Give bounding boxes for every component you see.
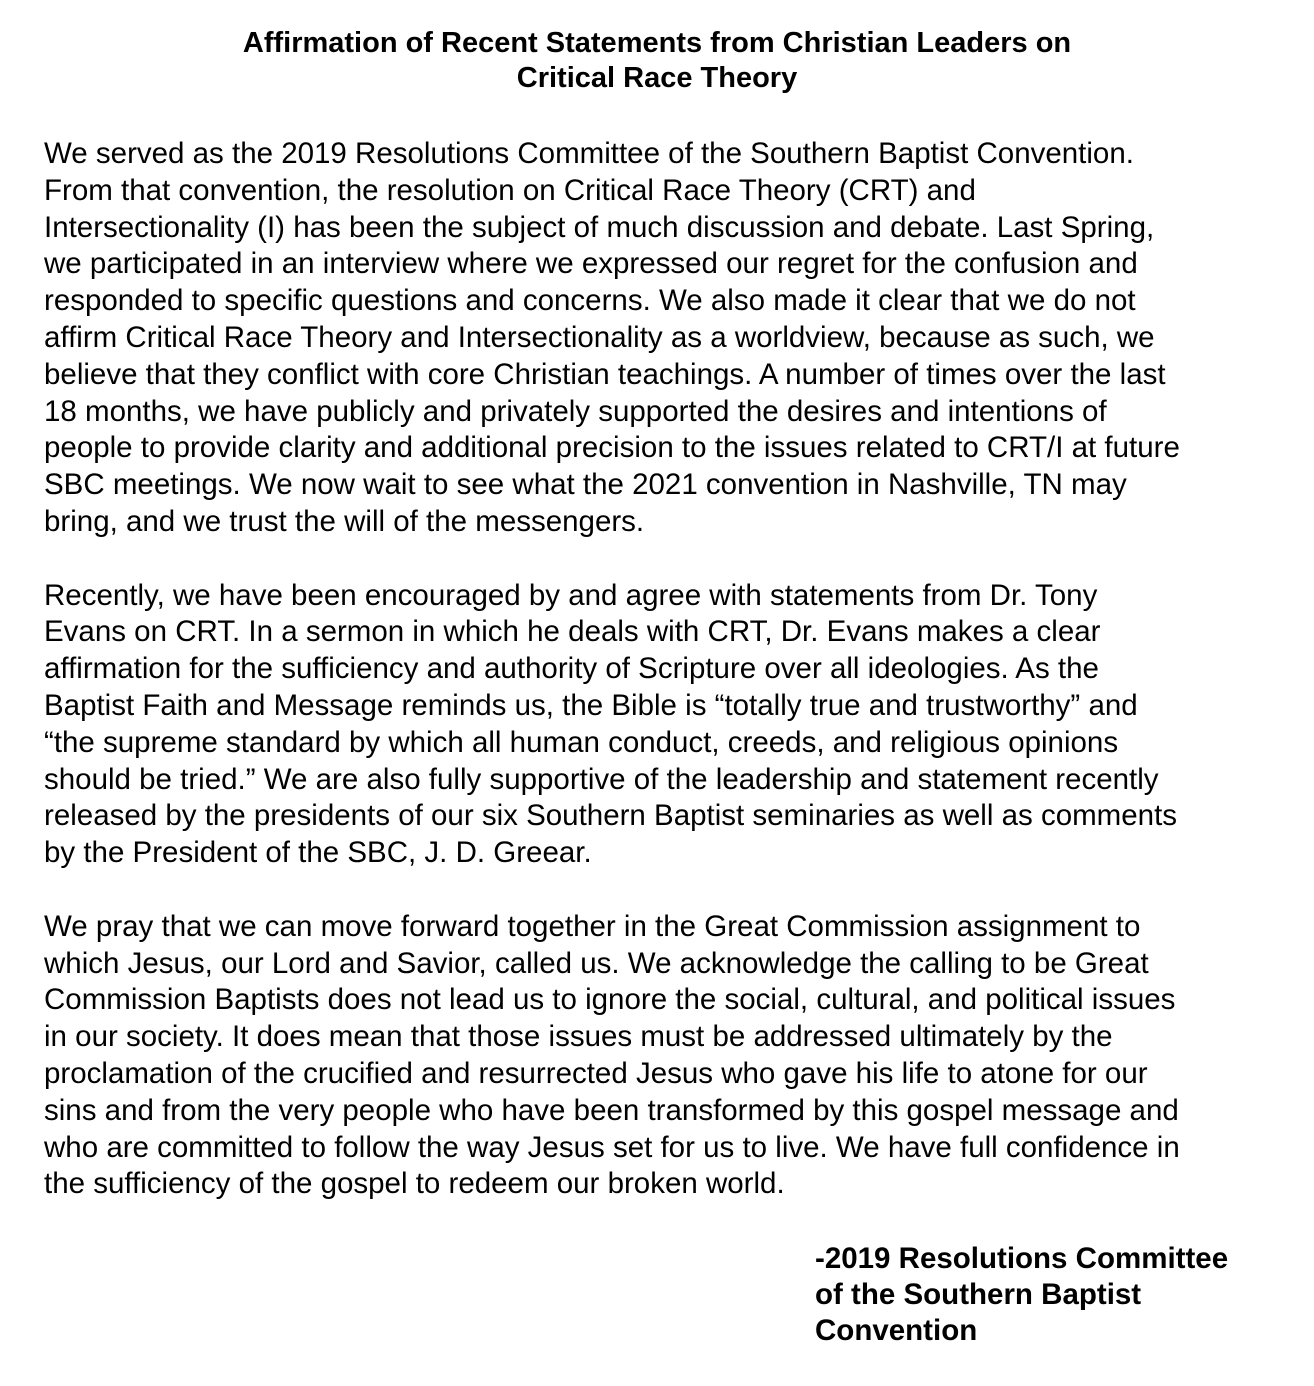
paragraph-line: people to provide clarity and additional precision to the issues related to CRT/I at future <box>44 431 1180 465</box>
paragraph-line: We served as the 2019 Resolutions Committee of the Southern Baptist Convention. <box>44 137 1134 170</box>
paragraph-line: which Jesus, our Lord and Savior, called us. We acknowledge the calling to be Great <box>44 946 1149 980</box>
paragraph-line: affirmation for the sufficiency and authority of Scripture over all ideologies. As the <box>44 652 1099 686</box>
paragraph-line: Evans on CRT. In a sermon in which he deals with CRT, Dr. Evans makes a clear <box>44 615 1101 649</box>
paragraph-line: we participated in an interview where we expressed our regret for the confusion and <box>44 247 1138 281</box>
paragraph-line: Intersectionality (I) has been the subject of much discussion and debate. Last Spring, <box>44 210 1155 244</box>
paragraph-line: Commission Baptists does not lead us to ignore the social, cultural, and political issues <box>44 983 1176 1017</box>
paragraph-1 <box>44 136 1294 541</box>
document-title <box>0 26 1314 96</box>
signature-line: -2019 Resolutions Committee <box>815 1242 1229 1275</box>
paragraph-2 <box>44 578 1294 872</box>
paragraph-line: affirm Critical Race Theory and Intersectionality as a worldview, because as such, we <box>44 320 1155 354</box>
paragraph-line: 18 months, we have publicly and privately supported the desires and intentions of <box>44 394 1107 428</box>
paragraph-line: bring, and we trust the will of the messengers. <box>44 504 645 538</box>
paragraph-line: by the President of the SBC, J. D. Greear. <box>44 836 592 870</box>
paragraph-line: sins and from the very people who have been transformed by this gospel message and <box>44 1093 1179 1127</box>
paragraph-line: should be tried.” We are also fully supportive of the leadership and statement recently <box>44 762 1159 796</box>
paragraph-line: SBC meetings. We now wait to see what the 2021 convention in Nashville, TN may <box>44 468 1127 502</box>
signature-line: Convention <box>815 1314 978 1347</box>
paragraph-line: in our society. It does mean that those issues must be addressed ultimately by the <box>44 1020 1113 1054</box>
title-line: Affirmation of Recent Statements from Christian Leaders on <box>242 27 1072 59</box>
paragraph-line: believe that they conflict with core Christian teachings. A number of times over the last <box>44 357 1166 391</box>
title-line: Critical Race Theory <box>516 62 798 94</box>
signature-line: of the Southern Baptist <box>815 1278 1142 1311</box>
paragraph-line: released by the presidents of our six Southern Baptist seminaries as well as comments <box>44 799 1178 833</box>
paragraph-line: Recently, we have been encouraged by and agree with statements from Dr. Tony <box>44 578 1098 612</box>
paragraph-line: the sufficiency of the gospel to redeem our broken world. <box>44 1167 785 1201</box>
paragraph-line: We pray that we can move forward together in the Great Commission assignment to <box>44 909 1141 943</box>
paragraph-line: “the supreme standard by which all human conduct, creeds, and religious opinions <box>44 725 1119 759</box>
paragraph-line: From that convention, the resolution on Critical Race Theory (CRT) and <box>44 173 976 207</box>
paragraph-line: Baptist Faith and Message reminds us, the Bible is “totally true and trustworthy” and <box>44 688 1138 722</box>
paragraph-line: responded to specific questions and concerns. We also made it clear that we do not <box>44 284 1136 318</box>
paragraph-line: who are committed to follow the way Jesus set for us to live. We have full confidence in <box>44 1130 1180 1164</box>
paragraph-3 <box>44 909 1294 1203</box>
signature-block <box>815 1241 1295 1349</box>
document-body <box>44 136 1294 1240</box>
paragraph-line: proclamation of the crucified and resurrected Jesus who gave his life to atone for our <box>44 1056 1148 1090</box>
